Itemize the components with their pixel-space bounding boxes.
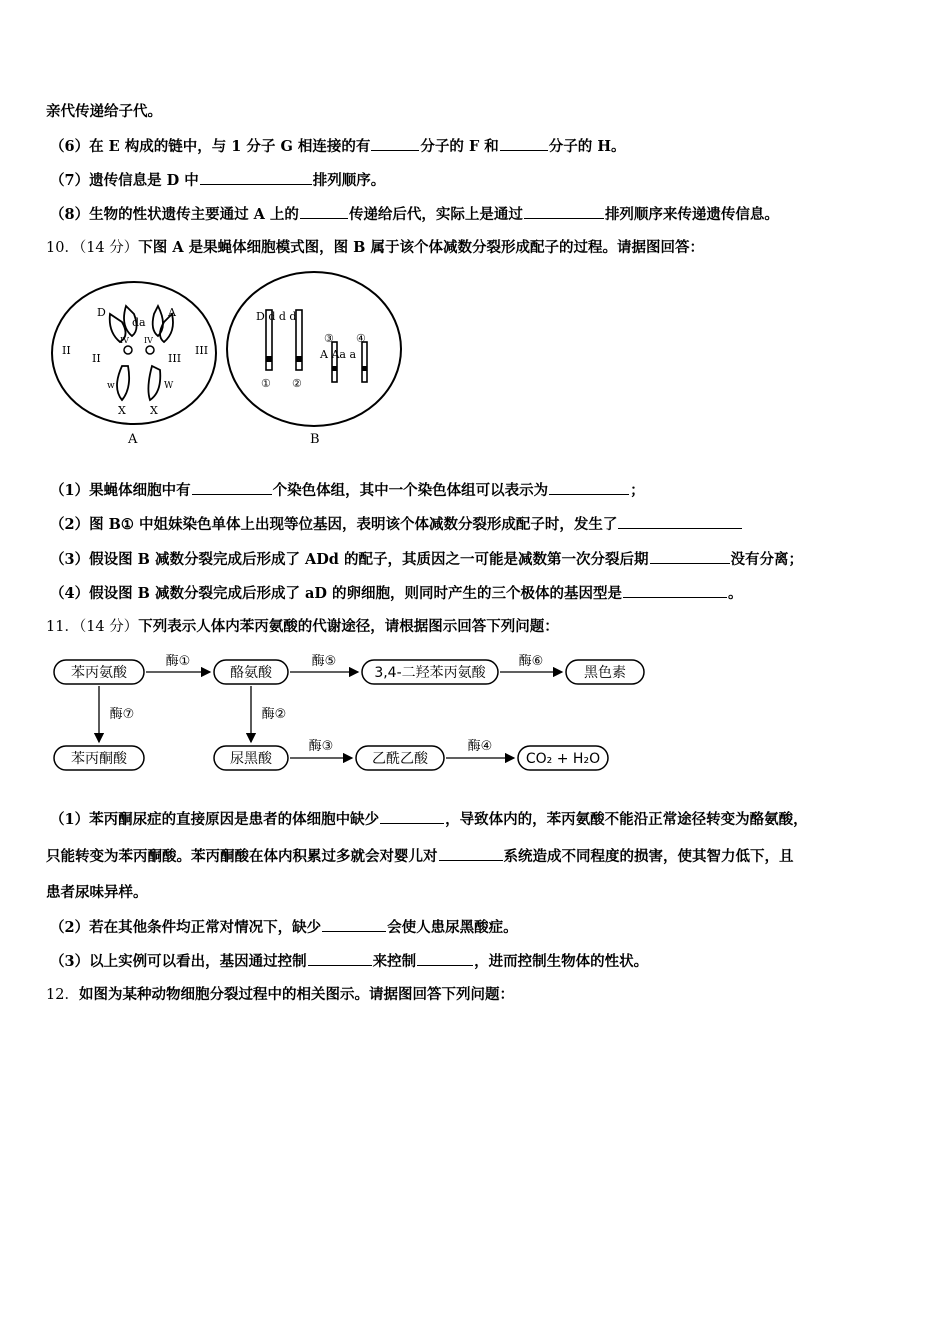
q11-text: 下列表示人体内苯丙氨酸的代谢途径，请根据图示回答下列问题： — [138, 618, 559, 635]
q10-s3-a: （3）假设图 B 减数分裂完成后形成了 ADd 的配子，其质因之一可能是减数第一次分裂后期 — [50, 551, 649, 568]
q11-s2-a: （2）若在其他条件均正常对情况下，缺少 — [50, 919, 322, 936]
label-tyrosine: 酪氨酸 — [230, 665, 272, 681]
q9-s6-c: 分子的 H。 — [548, 138, 626, 155]
figure-a-label: A — [128, 432, 138, 447]
chrom-II-left-label: II — [62, 344, 71, 357]
q9-s6-b: 分子的 F 和 — [420, 138, 499, 155]
q10-s4-b: 。 — [728, 585, 743, 602]
chromosome-iv-right — [146, 346, 154, 354]
chromatid-4 — [362, 342, 367, 382]
cell-a-outline — [52, 282, 216, 424]
q10-sub3 — [50, 549, 803, 570]
q9-s8-c: 排列顺序来传递遗传信息。 — [604, 206, 779, 223]
answer-blank[interactable] — [650, 549, 730, 564]
q10-text: 下图 A 是果蝇体细胞模式图，图 B 属于该个体减数分裂形成配子的过程。请据图回答： — [138, 239, 704, 256]
answer-blank[interactable] — [200, 170, 312, 185]
q11-sub1-line2 — [46, 846, 794, 867]
answer-blank[interactable] — [192, 480, 272, 495]
label-melanin: 黑色素 — [584, 665, 626, 681]
label-phenylpyruvate: 苯丙酮酸 — [71, 751, 127, 767]
figure-b-label: B — [310, 432, 320, 447]
answer-blank[interactable] — [417, 951, 473, 966]
fruit-fly-cell-figure — [50, 270, 405, 455]
q11-s3-c: ，进而控制生物体的性状。 — [474, 953, 649, 970]
q10-s1-b: 个染色体组，其中一个染色体组可以表示为 — [272, 482, 549, 499]
label-co2-h2o: CO₂ + H₂O — [525, 751, 601, 767]
enzyme6-label: 酶⑥ — [518, 654, 544, 669]
answer-blank[interactable] — [371, 136, 419, 151]
q11-number: 11．（14 分） — [46, 619, 139, 635]
answer-blank[interactable] — [308, 951, 372, 966]
gene-w-left-label: w — [107, 381, 115, 391]
answer-blank[interactable] — [623, 583, 727, 598]
enzyme3-label: 酶③ — [308, 739, 334, 754]
chrom-IV-left-label: IV — [120, 336, 129, 345]
q10-s4-a: （4）假设图 B 减数分裂完成后形成了 aD 的卵细胞，则同时产生的三个极体的基因型是 — [50, 585, 623, 602]
q11-s3-b: 来控制 — [372, 953, 417, 970]
enzyme7-label: 酶⑦ — [109, 707, 135, 722]
q10-s3-b: 没有分离； — [730, 551, 803, 568]
q12-text: 如图为某种动物细胞分裂过程中的相关图示。请据图回答下列问题： — [78, 986, 514, 1003]
chromosome-x-left — [117, 366, 129, 400]
gene-D-label: D — [97, 306, 106, 319]
chromatid-3-number: ③ — [324, 332, 334, 345]
gene-w-right-label: W — [164, 381, 174, 391]
answer-blank[interactable] — [524, 204, 604, 219]
gene-row-label: D d d d — [256, 310, 297, 323]
enzyme2-label: 酶② — [261, 707, 287, 722]
gene-A-label: A — [168, 306, 176, 319]
gene-da-label: da — [132, 316, 146, 329]
q11-sub1-line3: 患者尿味异样。 — [46, 884, 148, 901]
chromosome-x-right — [148, 366, 160, 400]
q10-s1-a: （1）果蝇体细胞中有 — [50, 482, 191, 499]
gene-Aa-label: A Aa a — [320, 348, 356, 361]
answer-blank[interactable] — [439, 846, 503, 861]
q11-stem — [46, 617, 559, 637]
q10-stem — [46, 238, 704, 258]
chrom-X-left-label: X — [118, 404, 126, 417]
q10-number: 10．（14 分） — [46, 240, 139, 256]
q10-sub1 — [50, 480, 645, 501]
q11-s1-d: 系统造成不同程度的损害，使其智力低下，且 — [503, 848, 794, 865]
metabolic-pathway-diagram — [50, 648, 650, 778]
chrom-III-right-label: III — [195, 344, 209, 357]
q11-s2-b: 会使人患尿黑酸症。 — [387, 919, 518, 936]
q10-sub2 — [50, 514, 743, 535]
q10-s2-a: （2）图 B① 中姐妹染色单体上出现等位基因，表明该个体减数分裂形成配子时，发生了 — [50, 516, 618, 533]
q9-s8-a: （8）生物的性状遗传主要通过 A 上的 — [50, 206, 299, 223]
cell-b-outline — [227, 272, 401, 426]
answer-blank[interactable] — [380, 809, 444, 824]
q11-sub2 — [50, 917, 518, 938]
label-phenylalanine: 苯丙氨酸 — [71, 665, 127, 681]
chrom-III-left-label: III — [168, 352, 182, 365]
chromatid-1-number: ① — [261, 377, 271, 390]
q10-sub4 — [50, 583, 743, 604]
enzyme1-label: 酶① — [165, 654, 191, 669]
enzyme4-label: 酶④ — [467, 739, 493, 754]
answer-blank[interactable] — [618, 514, 742, 529]
q11-s1-c: 只能转变为苯丙酮酸。苯丙酮酸在体内积累过多就会对婴儿对 — [46, 848, 438, 865]
q9-s7-a: （7）遗传信息是 D 中 — [50, 172, 199, 189]
q11-s1-b: ，导致体内的，苯丙氨酸不能沿正常途径转变为酪氨酸， — [445, 811, 808, 828]
q11-s3-a: （3）以上实例可以看出，基因通过控制 — [50, 953, 307, 970]
chrom-II-right-label: II — [92, 352, 101, 365]
q12-number: 12． — [46, 987, 79, 1003]
q12-stem — [46, 985, 514, 1005]
q9-s6-a: （6）在 E 构成的链中，与 1 分子 G 相连接的有 — [50, 138, 371, 155]
chrom-IV-right-label: IV — [144, 336, 153, 345]
answer-blank[interactable] — [549, 480, 629, 495]
chromosome-iv-left — [124, 346, 132, 354]
q9-sub7 — [50, 170, 385, 191]
q10-s1-c: ； — [630, 482, 645, 499]
answer-blank[interactable] — [500, 136, 548, 151]
q9-sub6 — [50, 136, 626, 157]
enzyme5-label: 酶⑤ — [311, 654, 337, 669]
chromatid-4-number: ④ — [356, 332, 366, 345]
q11-s1-a: （1）苯丙酮尿症的直接原因是患者的体细胞中缺少 — [50, 811, 380, 828]
label-homogentisic-acid: 尿黑酸 — [230, 751, 272, 767]
label-dopa: 3,4-二羟苯丙氨酸 — [374, 665, 486, 681]
q9-s8-b: 传递给后代，实际上是通过 — [348, 206, 523, 223]
chromatid-2-number: ② — [292, 377, 302, 390]
q9-sub8 — [50, 204, 779, 225]
chrom-X-right-label: X — [150, 404, 158, 417]
q9-s7-b: 排列顺序。 — [312, 172, 386, 189]
q11-sub3 — [50, 951, 648, 972]
chromosome-iii-inner — [153, 306, 163, 336]
label-acetoacetate: 乙酰乙酸 — [372, 751, 428, 767]
answer-blank[interactable] — [322, 917, 386, 932]
q11-sub1-line1 — [50, 809, 808, 830]
answer-blank[interactable] — [300, 204, 348, 219]
q9-tail: 亲代传递给子代。 — [46, 103, 162, 120]
